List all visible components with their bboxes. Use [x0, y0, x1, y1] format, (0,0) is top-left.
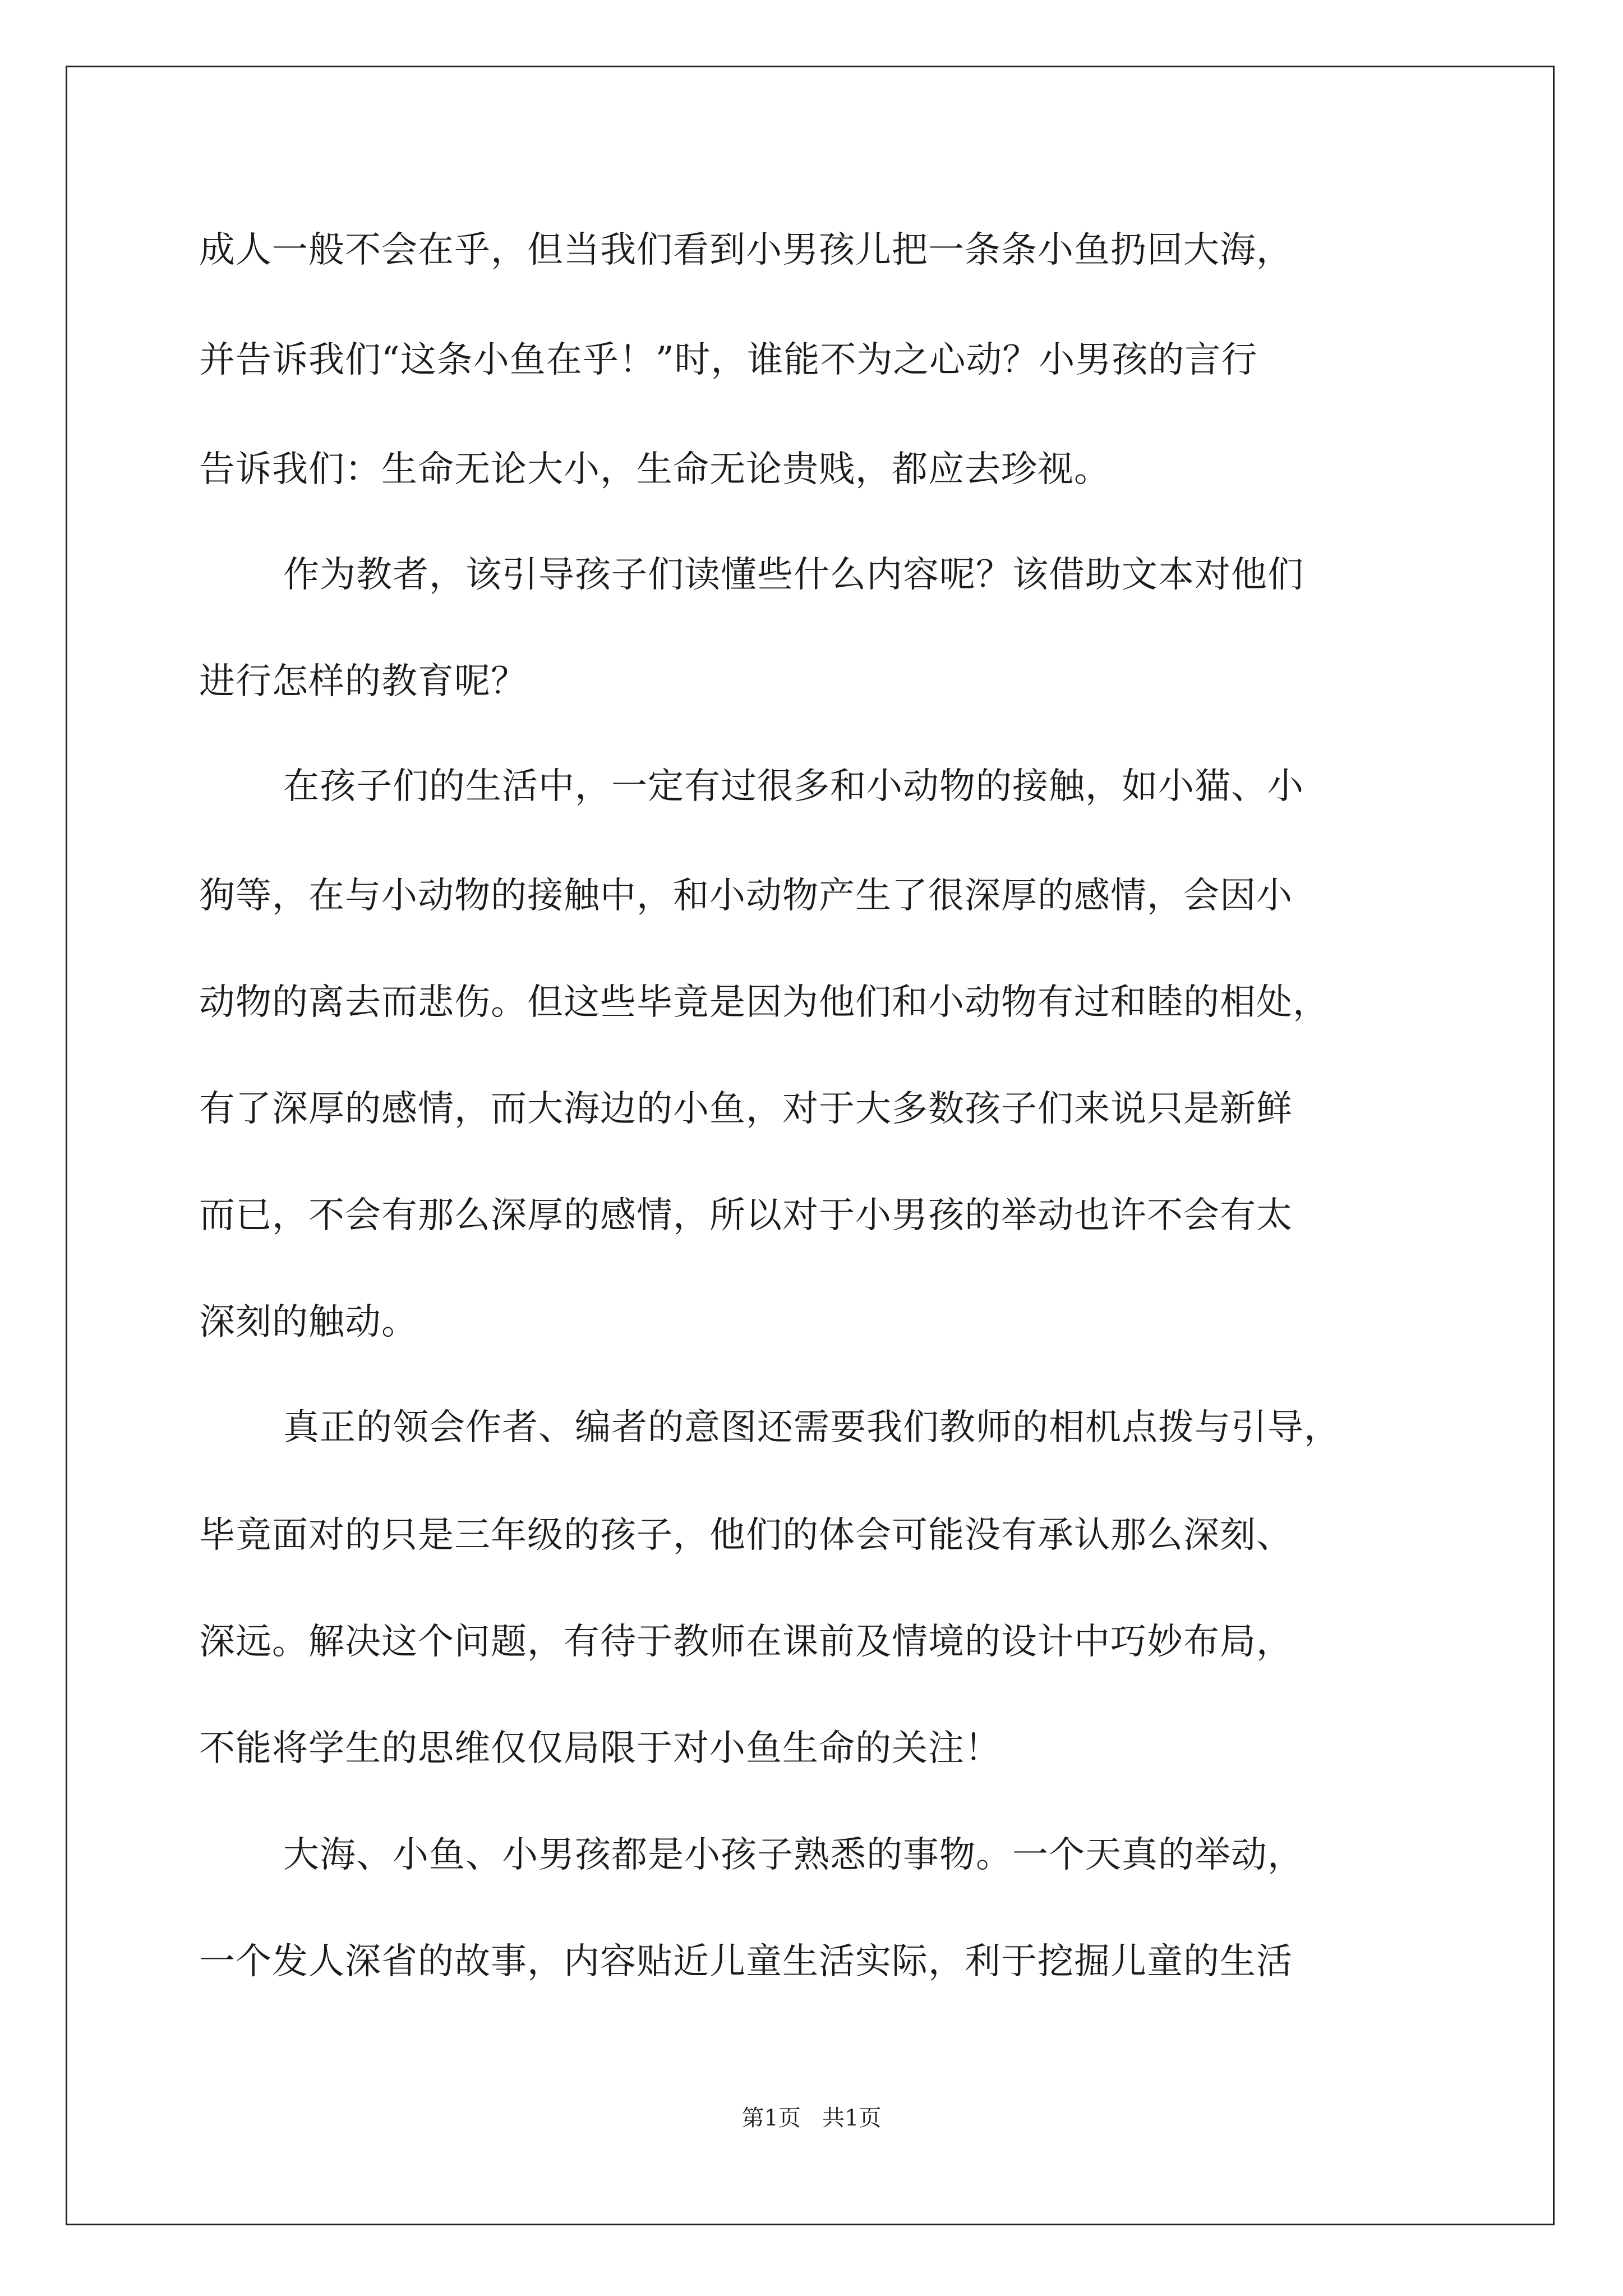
- body-line: 而已，不会有那么深厚的感情，所以对于小男孩的举动也许不会有太: [199, 1195, 1293, 1236]
- page-number-footer: 第1页 共1页: [741, 2105, 882, 2131]
- body-line: 成人一般不会在乎，但当我们看到小男孩儿把一条条小鱼扔回大海，: [199, 229, 1293, 271]
- body-line: 深刻的触动。: [199, 1301, 418, 1343]
- body-line: 一个发人深省的故事，内容贴近儿童生活实际，利于挖掘儿童的生活: [199, 1941, 1293, 1982]
- body-line: 在孩子们的生活中，一定有过很多和小动物的接触，如小猫、小: [283, 766, 1304, 807]
- body-line: 有了深厚的感情，而大海边的小鱼，对于大多数孩子们来说只是新鲜: [199, 1088, 1293, 1130]
- body-line: 真正的领会作者、编者的意图还需要我们教师的相机点拨与引导，: [283, 1407, 1340, 1448]
- body-line: 大海、小鱼、小男孩都是小孩子熟悉的事物。一个天真的举动，: [283, 1834, 1304, 1876]
- body-line: 深远。解决这个问题，有待于教师在课前及情境的设计中巧妙布局，: [199, 1621, 1293, 1663]
- page-frame: [66, 66, 1555, 2225]
- body-line: 狗等，在与小动物的接触中，和小动物产生了很深厚的感情，会因小: [199, 875, 1293, 917]
- body-line: 作为教者，该引导孩子们读懂些什么内容呢？该借助文本对他们: [283, 554, 1304, 596]
- body-line: 动物的离去而悲伤。但这些毕竟是因为他们和小动物有过和睦的相处，: [199, 982, 1329, 1023]
- body-line: 进行怎样的教育呢？: [199, 661, 527, 702]
- body-line: 并告诉我们“这条小鱼在乎！”时，谁能不为之心动？小男孩的言行: [199, 339, 1258, 381]
- body-line: 不能将学生的思维仅仅局限于对小鱼生命的关注！: [199, 1728, 1001, 1769]
- body-line: 毕竟面对的只是三年级的孩子，他们的体会可能没有承认那么深刻、: [199, 1515, 1293, 1556]
- body-line: 告诉我们：生命无论大小，生命无论贵贱，都应去珍视。: [199, 449, 1110, 490]
